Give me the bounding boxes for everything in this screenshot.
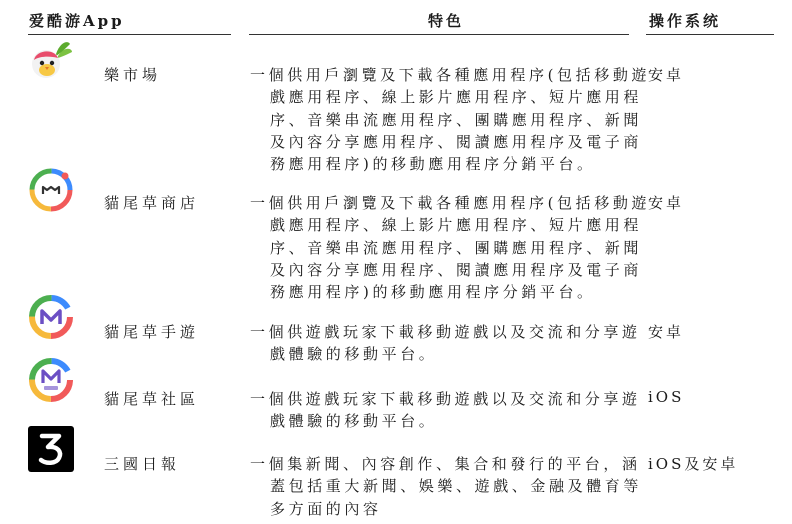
app-os: 安卓: [648, 66, 685, 84]
app-os: 安卓: [648, 323, 685, 341]
m-ring-icon: [28, 294, 74, 340]
app-features: 一個供遊戲玩家下載移動遊戲以及交流和分享遊戲體驗的移動平台。: [250, 323, 641, 364]
app-name: 三國日報: [104, 455, 181, 473]
app-name: 貓尾草社區: [104, 390, 200, 408]
app-features: 一個供用戶瀏覽及下載各種應用程序(包括移動遊戲應用程序、線上影片應用程序、短片應用程序、音樂串流應用程序、團購應用程序、新聞及內容分享應用程序、閱讀應用程序及電子商務應用程序)的移動應用程序分銷平台。: [250, 66, 651, 174]
app-name: 貓尾草手遊: [104, 323, 200, 341]
app-name: 樂市場: [104, 66, 162, 84]
app-features: 一個供遊戲玩家下載移動遊戲以及交流和分享遊戲體驗的移動平台。: [250, 390, 641, 431]
m-ring-community-icon: [28, 357, 74, 403]
header-os: 操作系统: [649, 12, 722, 30]
bird-mascot-icon: [28, 38, 74, 84]
header-rule-os: [646, 34, 774, 35]
header-features: 特色: [428, 12, 465, 30]
app-os: iOS及安卓: [648, 455, 739, 473]
three-kingdoms-daily-icon: [28, 426, 74, 472]
header-rule-app: [28, 34, 231, 35]
app-os: 安卓: [648, 194, 685, 212]
app-name: 貓尾草商店: [104, 194, 200, 212]
app-os: iOS: [648, 388, 685, 406]
header-app: 爱酷游App: [29, 12, 125, 30]
header-rule-features: [249, 34, 629, 35]
cat-ring-icon: [28, 167, 74, 213]
app-features: 一個供用戶瀏覽及下載各種應用程序(包括移動遊戲應用程序、線上影片應用程序、短片應用程序、音樂串流應用程序、團購應用程序、新聞及內容分享應用程序、閱讀應用程序及電子商務應用程序)的移動應用程序分銷平台。: [250, 194, 651, 302]
app-features: 一個集新聞、內容創作、集合和發行的平台，涵蓋包括重大新聞、娛樂、遊戲、金融及體育等多方面的內容: [250, 455, 643, 518]
